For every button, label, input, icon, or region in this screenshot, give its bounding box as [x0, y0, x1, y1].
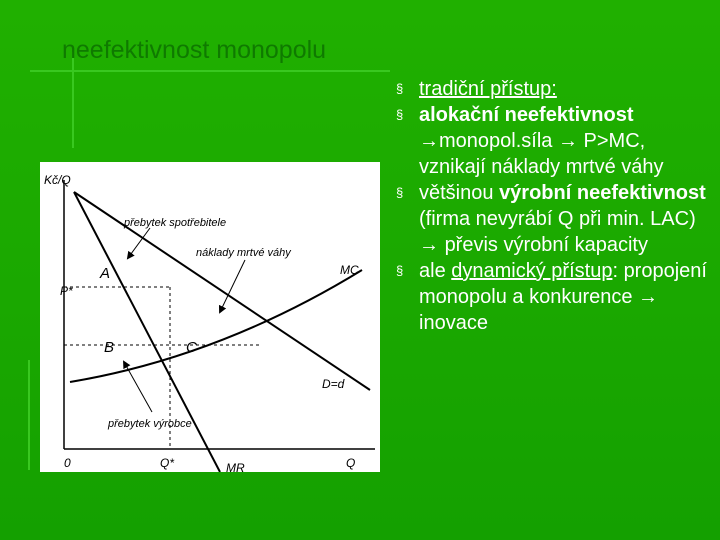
- bullet-marker: §: [396, 263, 404, 278]
- bullet-traditional-text: tradiční přístup:: [419, 78, 557, 100]
- arrow-icon: →: [419, 130, 439, 152]
- arrow-icon: →: [419, 234, 439, 256]
- bullet-allocative: [396, 102, 714, 180]
- innovation-text: inovace: [419, 312, 488, 334]
- monopoly-power-text: monopol.síla: [439, 130, 553, 152]
- producer-surplus-label: přebytek výrobce: [108, 418, 192, 430]
- but-text: ale: [419, 260, 446, 282]
- mr-curve: [74, 192, 220, 472]
- origin-label: 0: [64, 456, 71, 470]
- decor-line-vertical-2: [28, 360, 30, 470]
- monopoly-diagram: [40, 162, 380, 472]
- deadweight-loss-label: náklady mrtvé váhy: [196, 247, 291, 259]
- consumer-surplus-label: přebytek spotřebitele: [124, 217, 227, 229]
- bullet-marker: §: [396, 107, 404, 122]
- slide-title: neefektivnost monopolu: [62, 36, 327, 64]
- decor-line-vertical: [72, 52, 74, 148]
- monopoly-diagram-svg: [40, 162, 380, 472]
- bullet-dynamic: [396, 258, 714, 336]
- arrow-icon: →: [638, 286, 659, 308]
- linking-text: propojení monopolu a konkurence: [419, 260, 707, 308]
- bullet-marker: §: [396, 185, 404, 200]
- decor-line-horizontal: [30, 70, 390, 72]
- production-inefficiency-text: výrobní neefektivnost: [499, 182, 706, 204]
- demand-label: D=d: [322, 377, 345, 391]
- arrow-icon: →: [557, 130, 578, 152]
- colon-text: :: [612, 260, 618, 282]
- mr-label: MR: [226, 461, 245, 472]
- mc-label: MC: [340, 263, 359, 277]
- y-axis-label: Kč/Q: [44, 173, 71, 187]
- mostly-text: většinou: [419, 182, 494, 204]
- bullet-traditional: [396, 76, 714, 102]
- excess-capacity-text: převis výrobní kapacity: [444, 234, 648, 256]
- label-b: B: [104, 339, 115, 356]
- x-axis-label: Q: [346, 456, 356, 470]
- deadweight-text: P>MC, vznikají náklady mrtvé váhy: [419, 130, 664, 178]
- bullet-allocative-text: alokační neefektivnost: [419, 104, 634, 126]
- p-star-label: P*: [60, 284, 73, 298]
- dynamic-approach-text: dynamický přístup: [451, 260, 613, 282]
- consumer-surplus-arrow: [128, 228, 150, 258]
- label-a: A: [100, 265, 111, 282]
- bullet-marker: §: [396, 81, 404, 96]
- producer-surplus-arrow: [124, 362, 152, 412]
- firm-note-text: (firma nevyrábí Q při min. LAC): [419, 208, 696, 230]
- q-star-label: Q*: [160, 456, 175, 470]
- bullet-production: [396, 180, 714, 258]
- bullet-list: [396, 76, 714, 336]
- label-c: C: [186, 339, 197, 356]
